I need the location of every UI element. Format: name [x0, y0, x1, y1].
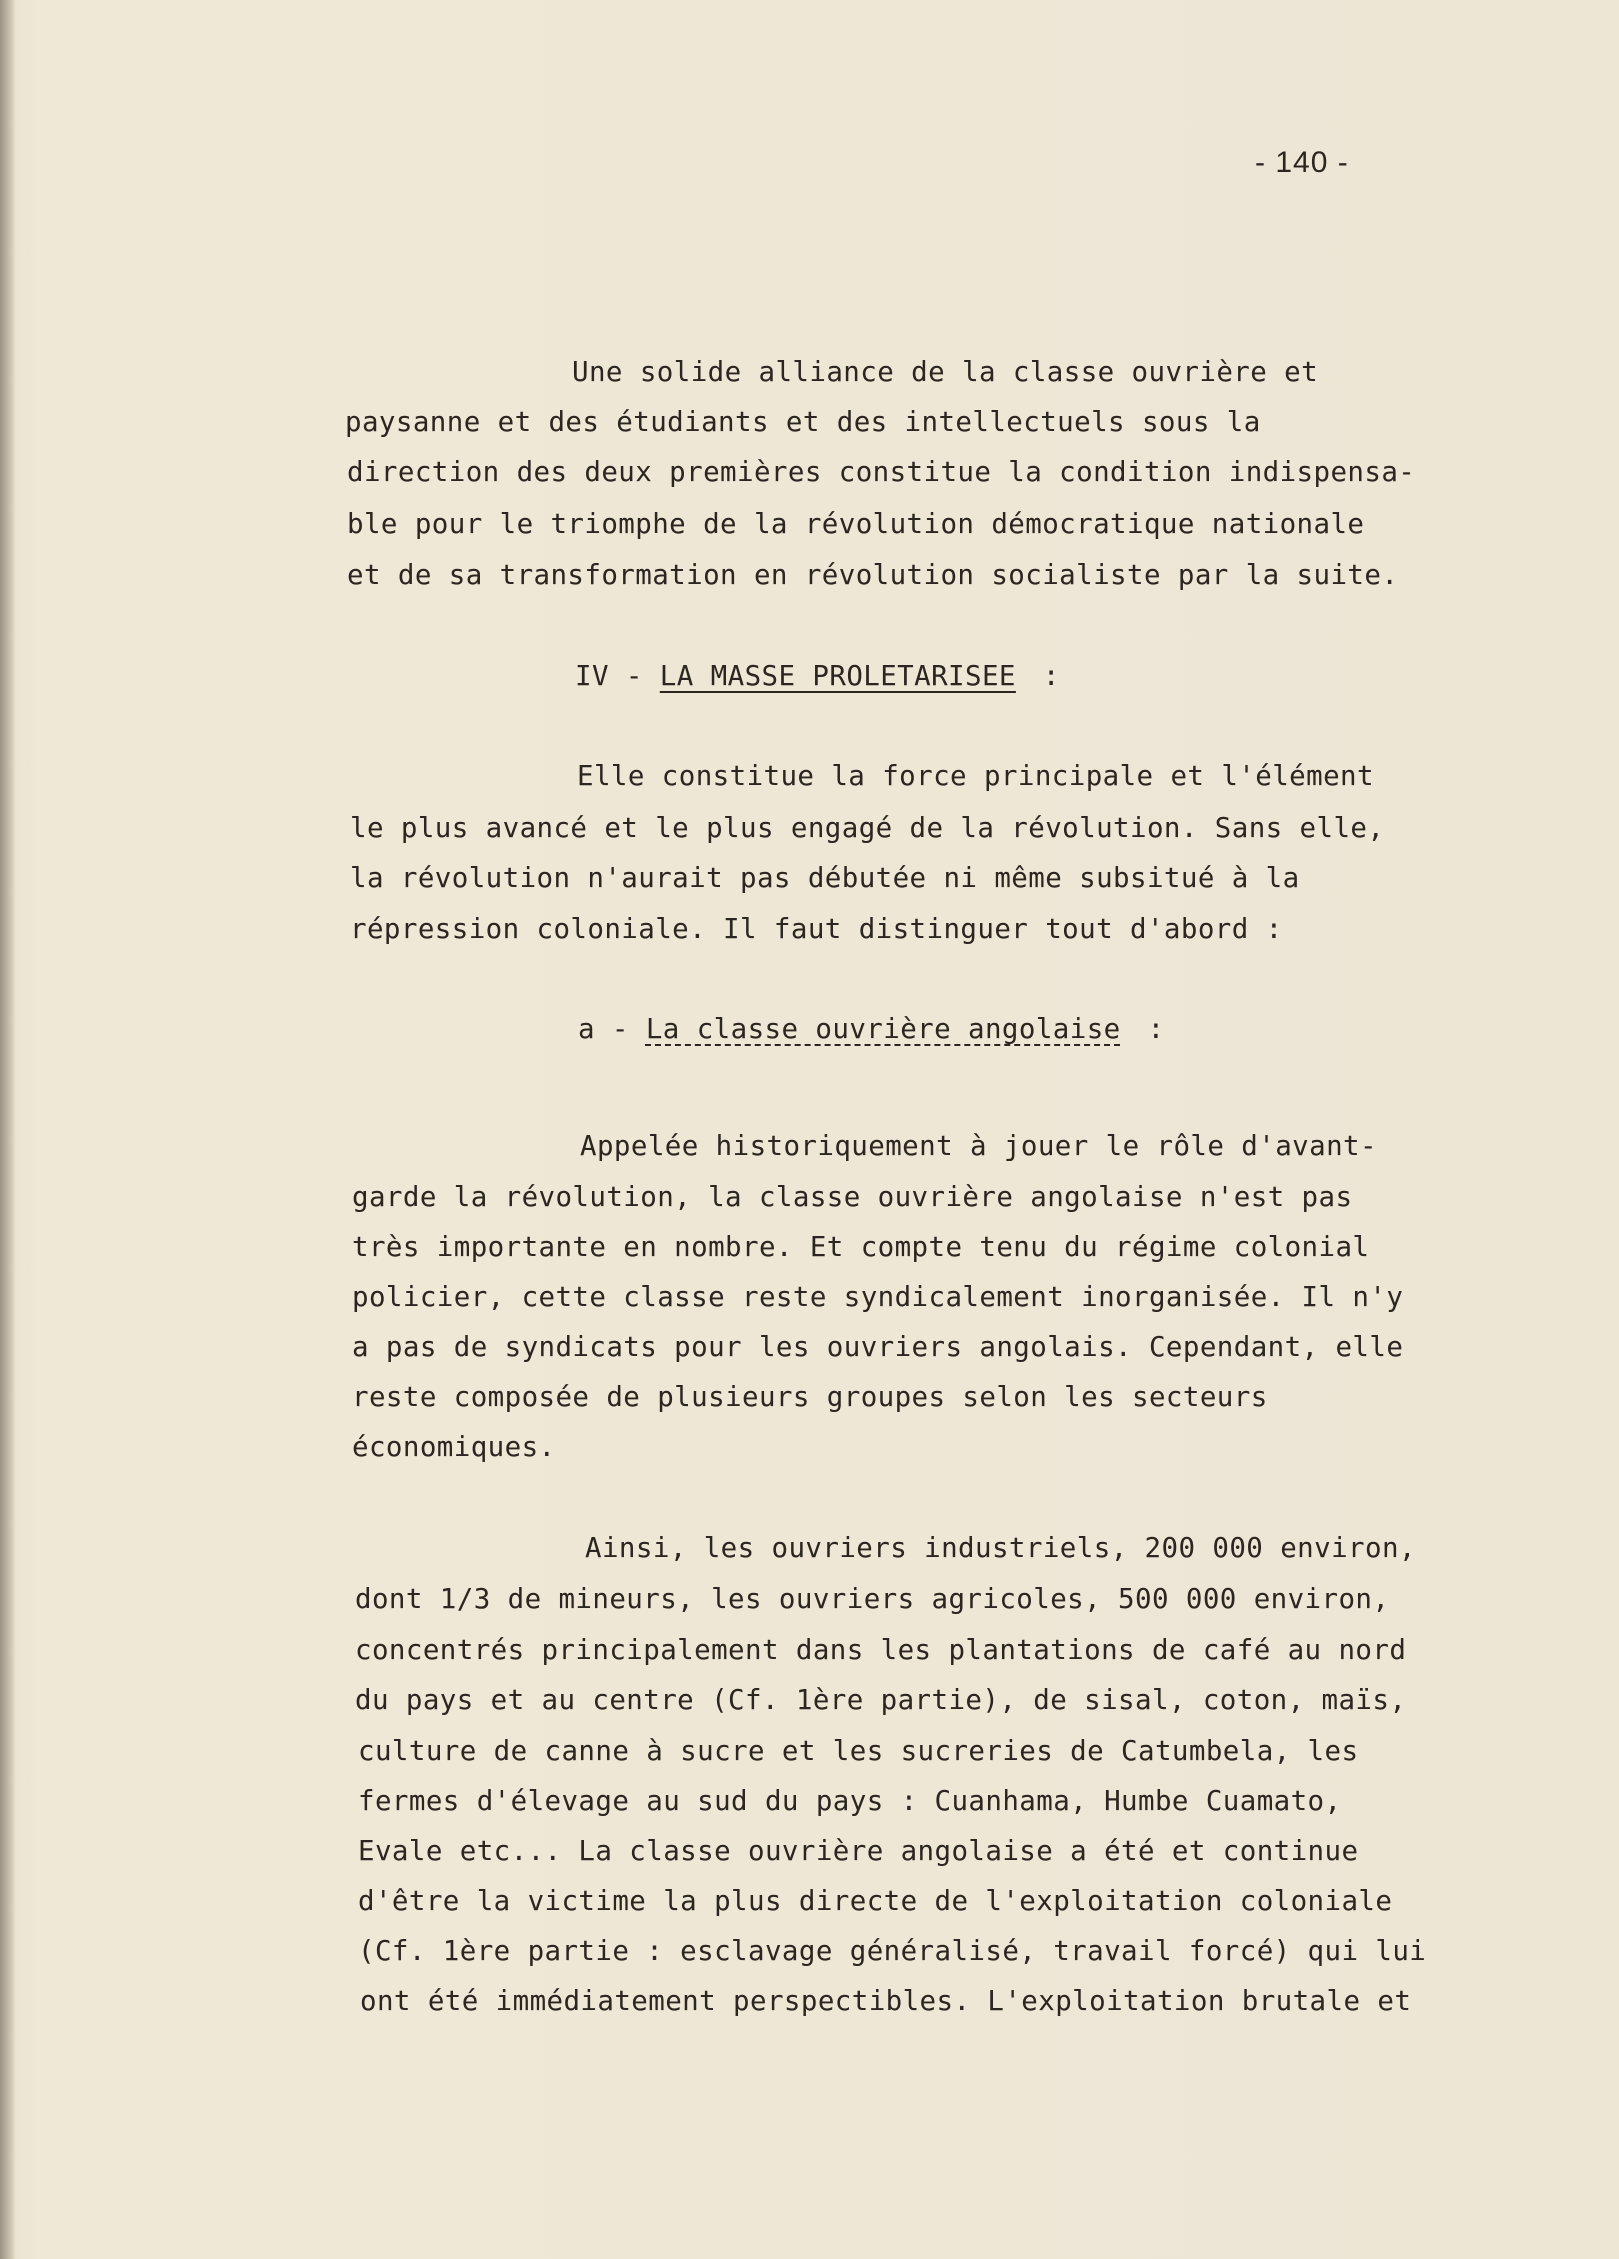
paragraph-1-line: et de sa transformation en révolution socialiste par la suite. [347, 559, 1399, 591]
paragraph-4-line: fermes d'élevage au sud du pays : Cuanhama, Humbe Cuamato, [358, 1785, 1342, 1817]
paragraph-4-line: culture de canne à sucre et les sucreries de Catumbela, les [358, 1735, 1359, 1767]
paragraph-4-line: du pays et au centre (Cf. 1ère partie), de sisal, coton, maïs, [355, 1684, 1407, 1716]
paragraph-2-line: Elle constitue la force principale et l'élément [577, 760, 1374, 792]
paragraph-3-line: a pas de syndicats pour les ouvriers angolais. Cependant, elle [352, 1331, 1404, 1363]
paragraph-4-line: d'être la victime la plus directe de l'exploitation coloniale [358, 1885, 1393, 1917]
section-colon: : [1042, 660, 1060, 692]
paragraph-1-line: paysanne et des étudiants et des intellectuels sous la [345, 406, 1261, 438]
subsection-letter: a - [578, 1013, 629, 1045]
paragraph-3-line: reste composée de plusieurs groupes selon les secteurs [352, 1381, 1268, 1413]
paragraph-1-line: Une solide alliance de la classe ouvrière et [572, 356, 1319, 388]
paragraph-4-line: (Cf. 1ère partie : esclavage généralisé, travail forcé) qui lui [358, 1935, 1427, 1967]
paragraph-4-line: ont été immédiatement perspectibles. L'exploitation brutale et [360, 1985, 1412, 2017]
paragraph-3-line: économiques. [352, 1431, 556, 1463]
paragraph-2-line: répression coloniale. Il faut distinguer tout d'abord : [350, 913, 1283, 945]
paragraph-2-line: la révolution n'aurait pas débutée ni même subsitué à la [350, 862, 1300, 894]
paragraph-4-line: Ainsi, les ouvriers industriels, 200 000 environ, [585, 1532, 1416, 1564]
subsection-a-heading [578, 1013, 1165, 1045]
section-number: IV - [575, 660, 643, 692]
section-iv-heading [575, 660, 1060, 692]
paragraph-3-line: très importante en nombre. Et compte tenu du régime colonial [352, 1231, 1370, 1263]
paragraph-4-line: Evale etc... La classe ouvrière angolaise a été et continue [358, 1835, 1359, 1867]
paragraph-3-line: Appelée historiquement à jouer le rôle d'avant- [580, 1130, 1377, 1162]
paragraph-1-line: ble pour le triomphe de la révolution démocratique nationale [347, 508, 1365, 540]
subsection-colon: : [1147, 1013, 1165, 1045]
paragraph-2-line: le plus avancé et le plus engagé de la révolution. Sans elle, [350, 812, 1385, 844]
paragraph-3-line: policier, cette classe reste syndicalement inorganisée. Il n'y [352, 1281, 1404, 1313]
paragraph-4-line: concentrés principalement dans les plantations de café au nord [355, 1634, 1407, 1666]
paragraph-4-line: dont 1/3 de mineurs, les ouvriers agricoles, 500 000 environ, [355, 1583, 1390, 1615]
paragraph-1-line: direction des deux premières constitue la condition indispensa- [347, 456, 1416, 488]
subsection-title: La classe ouvrière angolaise [645, 1013, 1121, 1045]
section-title: LA MASSE PROLETARISEE [659, 660, 1016, 692]
page-number: - 140 - [1255, 146, 1349, 179]
binding-shadow [0, 0, 16, 2259]
paragraph-3-line: garde la révolution, la classe ouvrière angolaise n'est pas [352, 1181, 1353, 1213]
